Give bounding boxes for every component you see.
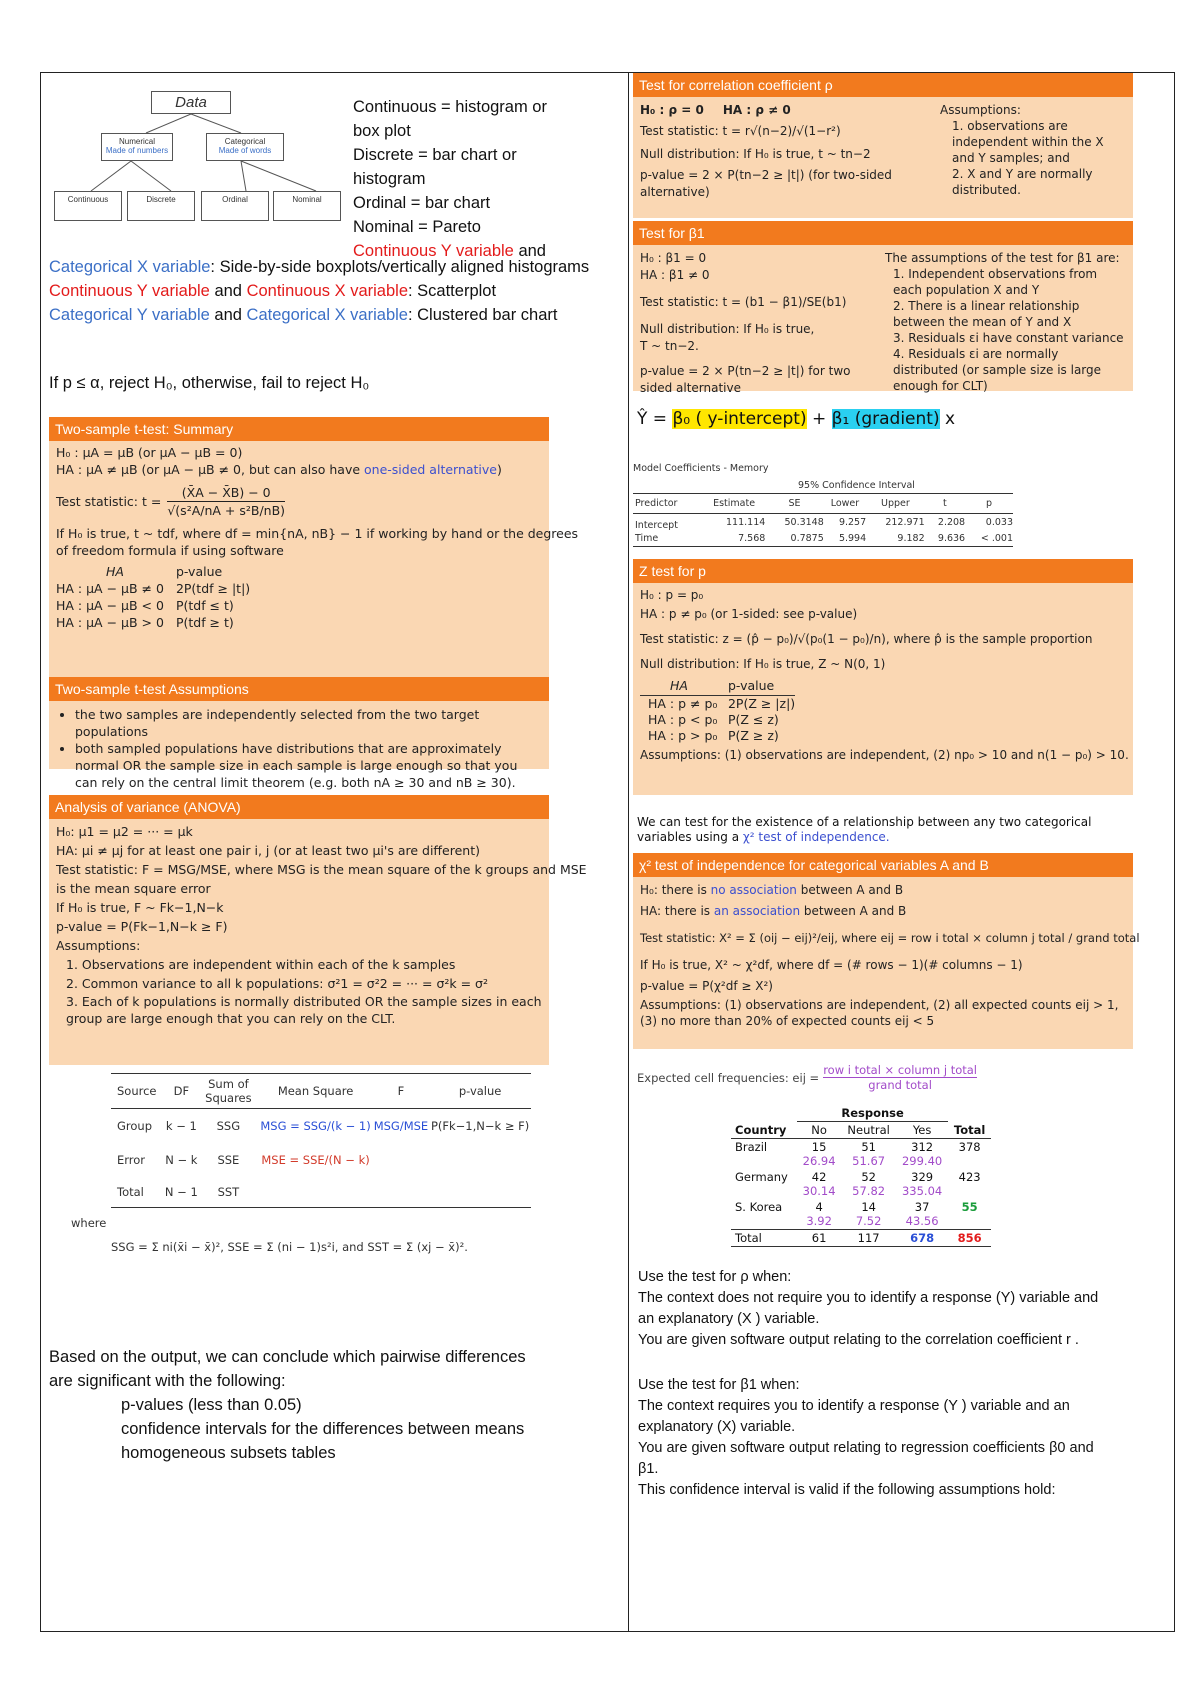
corr-assump-item: 2. X and Y are normally distributed.	[952, 167, 1093, 197]
beta-h0: H₀ : β1 = 0	[640, 251, 707, 265]
table-row: Source DF Sum of Squares Mean Square F p-value	[111, 1074, 531, 1109]
ttest-body	[49, 441, 579, 634]
beta-assump-item: 2. There is a linear relationship between the mean of Y and X	[893, 299, 1080, 329]
ttest-h0: H₀ : μA = μB (or μA − μB = 0)	[56, 445, 243, 460]
pairwise-conclusion	[49, 1345, 619, 1465]
beta-body	[633, 247, 878, 400]
beta-assump-label: The assumptions of the test for β1 are:	[885, 251, 1120, 265]
rule-cat-x: Categorical X variable: Side-by-side boxplots/vertically aligned histograms	[49, 258, 590, 276]
ztest-h0: H₀ : p = p₀	[640, 588, 704, 602]
ttest-df: If H₀ is true, t ~ tdf, where df = min{nA, nB} − 1 if working by hand or the degrees	[56, 526, 579, 541]
table-row: S. Korea 4 3.92 14 7.52 37 43.56 55	[735, 1200, 978, 1228]
anova-pvalue: p-value = P(Fk−1,N−k ≥ F)	[56, 919, 228, 934]
anova-where: where	[71, 1216, 107, 1230]
corr-assump-item: 1. observations are independent within the X and Y samples; and	[952, 119, 1104, 165]
corr-assumptions	[933, 99, 1129, 201]
column-divider	[628, 73, 629, 1631]
corr-body	[633, 99, 923, 204]
rule-line: Ordinal = bar chart	[353, 194, 491, 212]
chi-null: If H₀ is true, X² ~ χ²df, where df = (# rows − 1)(# columns − 1)	[640, 958, 1023, 972]
corr-title: Test for correlation coefficient ρ	[633, 73, 1133, 97]
corr-box	[633, 73, 1133, 218]
anova-stat: Test statistic: F = MSG/MSE, where MSG is the mean square of the k groups and MSE	[56, 862, 587, 877]
ttest-assump-list	[57, 703, 545, 794]
beta-stat: Test statistic: t = (b1 − β1)/SE(b1)	[640, 295, 847, 309]
beta-assump-item: 4. Residuals εi are normally distributed (or sample size is large enough for CLT)	[893, 347, 1102, 393]
anova-stat2: is the mean square error	[56, 881, 211, 896]
ttest-stat: Test statistic: t = $\frac{(X̄A - X̄B) - 0}{\text{√(s²A/nA + s²B/nB)}}$	[56, 485, 286, 518]
anova-formula: SSG = Σ ni(x̄i − x̄)², SSE = Σ (ni − 1)s²i, and SST = Σ (xj − x̄)².	[111, 1240, 468, 1254]
anova-assump-label: Assumptions:	[56, 938, 141, 953]
ztest-ha: HA : p ≠ p₀ (or 1-sided: see p-value)	[640, 607, 858, 621]
ttest-ha: HA : μA ≠ μB (or μA − μB ≠ 0, but can also have one-sided alternative)	[56, 462, 502, 477]
ztest-body	[633, 583, 1133, 768]
table-row: Group k − 1 SSG MSG = SSG/(k − 1) MSG/MSE P(Fk−1,N−k ≥ F)	[117, 1119, 530, 1133]
beta-title: Test for β1	[633, 221, 1133, 245]
regression-equation: Ŷ = β₀ ( y-intercept) + β₁ (gradient) x	[637, 409, 956, 429]
beta-null2: T ~ tn−2.	[640, 339, 699, 353]
ztest-null: Null distribution: If H₀ is true, Z ~ N(0, 1)	[640, 657, 886, 671]
conclusion-item: p-values (less than 0.05)	[121, 1396, 302, 1414]
beta-box	[633, 221, 1133, 395]
corr-pvalue: p-value = 2 × P(tn−2 ≥ |t|) (for two-sided	[640, 168, 892, 182]
rule-line: Discrete = bar chart or	[353, 146, 517, 164]
ztest-stat: Test statistic: z = (p̂ − p₀)/√(p₀(1 − p₀)/n), where p̂ is the sample proportion	[640, 632, 1093, 646]
ttest-assump-title: Two-sample t-test Assumptions	[49, 677, 549, 701]
chi-body	[633, 877, 1140, 1032]
anova-assump-item: 2. Common variance to all k populations: σ²1 = σ²2 = ··· = σ²k = σ²	[66, 976, 488, 991]
table-row: Total 61 117 678 856	[731, 1230, 991, 1247]
beta-assump-item: 3. Residuals εi have constant variance	[893, 331, 1124, 345]
table-row: Time 7.568 0.7875 5.994 9.182 9.636 < .001	[635, 533, 1013, 544]
beta-pvalue2: sided alternative	[640, 381, 741, 395]
table-row: Intercept 111.114 50.3148 9.257 212.971 2.208 0.033	[635, 517, 1013, 531]
anova-null: If H₀ is true, F ~ Fk−1,N−k	[56, 900, 224, 915]
tree-leaf-continuous: Continuous	[54, 191, 122, 221]
anova-table	[111, 1073, 531, 1208]
anova-box	[49, 795, 587, 1065]
chi-title: χ² test of independence for categorical variables A and B	[633, 853, 1133, 877]
rule-line: Nominal = Pareto	[353, 218, 481, 236]
data-type-tree	[51, 81, 341, 226]
tree-root: Data	[151, 91, 231, 114]
conclusion-item: confidence intervals for the differences between means	[121, 1420, 525, 1438]
table-row: Predictor Estimate SE Lower Upper t p	[633, 494, 1013, 514]
anova-ha: HA: μi ≠ μj for at least one pair i, j (or at least two μi's are different)	[56, 843, 480, 858]
contingency-table	[731, 1105, 991, 1247]
ttest-pvalue-table: HA p-value HA : μA − μB ≠ 0 2P(tdf ≥ |t|) HA : μA − μB < 0 P(tdf ≤ t) HA : μA − μB > 0 P(tdf ≥ t)	[56, 564, 251, 630]
chi-pvalue: p-value = P(χ²df ≥ X²)	[640, 979, 773, 993]
corr-null: Null distribution: If H₀ is true, t ~ tn−2	[640, 147, 871, 161]
ztest-title: Z test for p	[633, 559, 1133, 583]
rule-scatter: Continuous Y variable and Continuous X variable: Scatterplot	[49, 282, 497, 300]
when-use-rho: Use the test for ρ when: The context does not require you to identify a response (Y) variable and an explanatory (X ) variable. You are given software output relating to the correlation coefficient r .	[638, 1269, 1099, 1348]
anova-h0: H₀: μ1 = μ2 = ··· = μk	[56, 824, 193, 839]
conclusion-item: homogeneous subsets tables	[121, 1444, 336, 1462]
when-use-beta: Use the test for β1 when: The context requires you to identify a response (Y ) variable and an explanatory (X) variable. You are given software output relating to regression coefficients β0 and β1. This confidence interval is valid if the following assumptions hold:	[638, 1377, 1094, 1498]
chi-assump2: (3) no more than 20% of expected counts eij < 5	[640, 1014, 935, 1028]
tree-leaf-ordinal: Ordinal	[201, 191, 269, 221]
chi-ha: HA: there is an association between A and B	[640, 904, 907, 918]
tree-numerical: Numerical Made of numbers	[101, 133, 173, 161]
beta-pvalue: p-value = 2 × P(tn−2 ≥ |t|) for two	[640, 364, 851, 378]
independence-intro: We can test for the existence of a relationship between any two categorical variables using a χ² test of independence.	[637, 815, 1092, 844]
table-row: Country No Neutral Yes Total	[731, 1122, 991, 1139]
rule-line: box plot	[353, 122, 411, 140]
table-row: Total N − 1 SST	[117, 1185, 240, 1199]
corr-hyp: H₀ : ρ = 0 HA : ρ ≠ 0	[640, 103, 791, 117]
table-row: Error N − k SSE MSE = SSE/(N − k)	[117, 1153, 370, 1167]
rule-line: histogram	[353, 170, 426, 188]
conclusion-line: Based on the output, we can conclude which pairwise differences	[49, 1348, 526, 1366]
corr-stat: Test statistic: t = r√(n−2)/√(1−r²)	[640, 124, 841, 138]
ztest-pvalue-table: HA p-value HA : p ≠ p₀ 2P(Z ≥ |z|) HA : p < p₀ P(Z ≤ z) HA : p > p₀ P(Z ≥ z)	[640, 676, 795, 744]
model-coefficients	[633, 463, 1013, 547]
anova-title: Analysis of variance (ANOVA)	[49, 795, 549, 819]
beta-ha: HA : β1 ≠ 0	[640, 268, 710, 282]
ttest-df2: of freedom formula if using software	[56, 543, 284, 558]
expected-freq-label: Expected cell frequencies: eij = row i total × column j total grand total	[637, 1063, 977, 1092]
page-frame	[40, 72, 1175, 1632]
tree-leaf-nominal: Nominal	[273, 191, 341, 221]
anova-assump-item: 1. Observations are independent within each of the k samples	[66, 957, 456, 972]
conclusion-line: are significant with the following:	[49, 1372, 286, 1390]
list-item: • the two samples are independently selected from the two target populations	[75, 706, 538, 740]
rule-clustered: Categorical Y variable and Categorical X variable: Clustered bar chart	[49, 306, 558, 324]
corr-pvalue2: alternative)	[640, 185, 710, 199]
coef-title: Model Coefficients - Memory	[633, 463, 769, 474]
expected-table: Response Country No Neutral Yes Total Brazil 15 26.94 51 51.67 312 299.40 378 Germany 42 30.14 52 57.82 329 335.04 423 S. Korea 4 3.92 14 7.52 37 43.56 55 Total 61 117 678 856	[731, 1105, 991, 1247]
coef-table	[633, 493, 1013, 547]
chi-stat: Test statistic: X² = Σ (oij − eij)²/eij, where eij = row i total × column j total / grand total	[640, 931, 1140, 945]
corr-assump-label: Assumptions:	[940, 103, 1021, 117]
beta-assumptions	[878, 247, 1131, 397]
ztest-box	[633, 559, 1133, 795]
list-item: • both sampled populations have distributions that are approximately normal OR the sample size in each sample is large enough so that you can rely on the central limit theorem (e.g. both nA ≥ 30 and nB ≥ 30).	[75, 740, 538, 791]
rule-line: Continuous Y variable and	[353, 242, 546, 260]
tree-categorical: Categorical Made of words	[206, 133, 284, 161]
table-row: Brazil 15 26.94 51 51.67 312 299.40 378	[735, 1140, 981, 1168]
anova-body	[49, 819, 587, 1030]
anova-table-figure	[61, 1073, 541, 1273]
tree-leaf-discrete: Discrete	[127, 191, 195, 221]
pvalue-rule: If p ≤ α, reject H₀, otherwise, fail to reject H₀	[49, 374, 370, 392]
chi-box	[633, 853, 1140, 1049]
rule-line: Continuous = histogram or	[353, 98, 547, 116]
coef-ci-label: 95% Confidence Interval	[798, 480, 915, 491]
variable-plot-rules	[49, 255, 624, 327]
chi-h0: H₀: there is no association between A and B	[640, 883, 904, 897]
anova-assump-item: 3. Each of k populations is normally distributed OR the sample sizes in each group are large enough that you can rely on the CLT.	[66, 994, 542, 1026]
plot-rules	[353, 95, 623, 263]
table-row: Germany 42 30.14 52 57.82 329 335.04 423	[735, 1170, 981, 1198]
ttest-title: Two-sample t-test: Summary	[49, 417, 549, 441]
beta-null: Null distribution: If H₀ is true,	[640, 322, 815, 336]
ztest-assumptions: Assumptions: (1) observations are independent, (2) np₀ > 10 and n(1 − p₀) > 10.	[640, 748, 1129, 762]
chi-assump: Assumptions: (1) observations are independent, (2) all expected counts eij > 1,	[640, 998, 1119, 1012]
ttest-box	[49, 417, 579, 790]
beta-assump-item: 1. Independent observations from each population X and Y	[893, 267, 1098, 297]
